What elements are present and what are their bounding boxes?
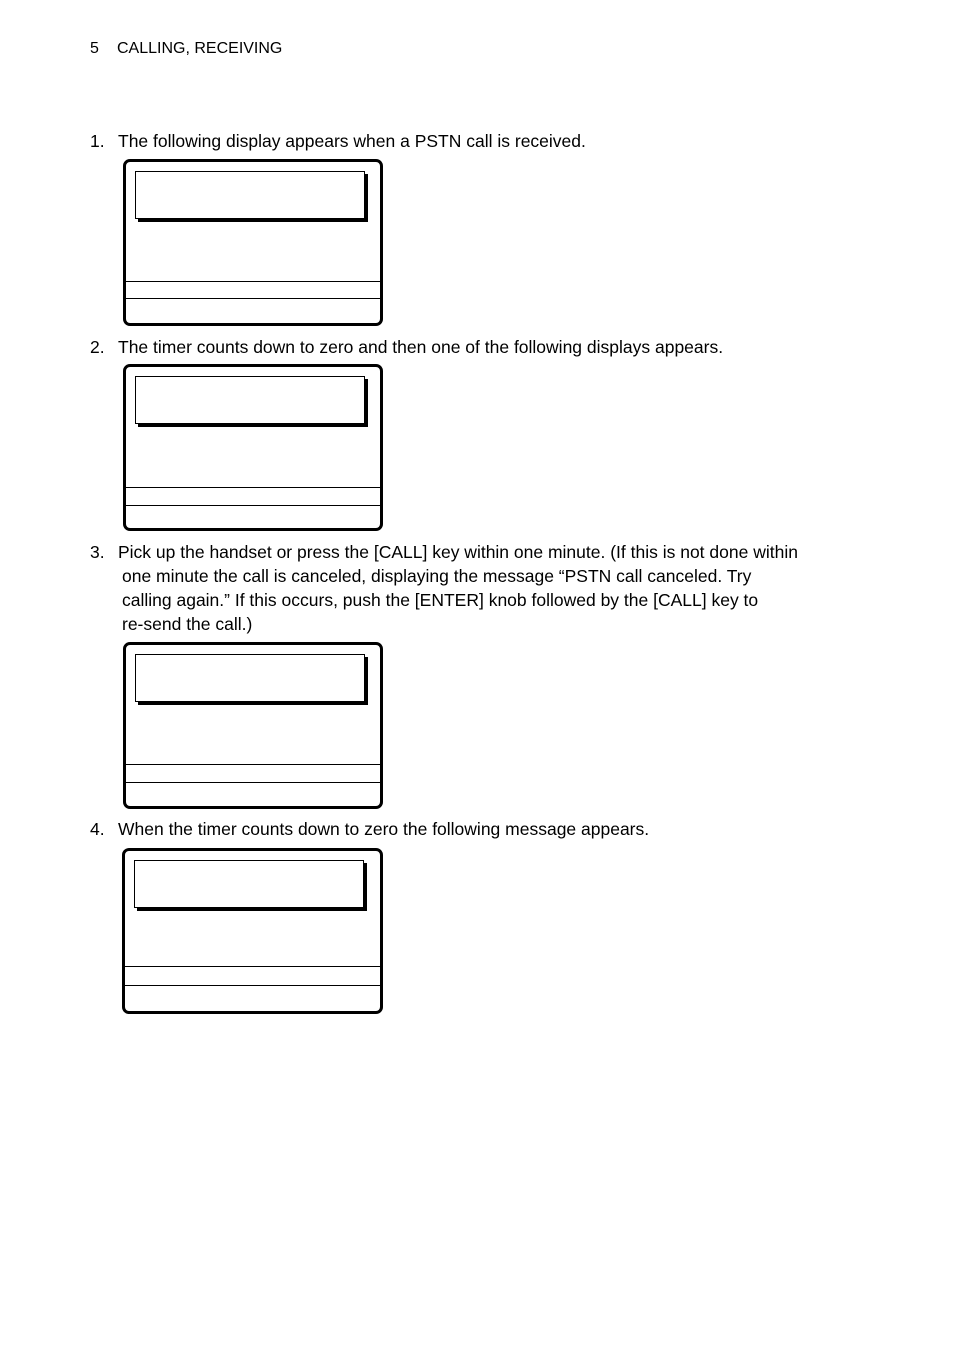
running-header: [90, 39, 282, 59]
lcd-divider: [125, 985, 380, 986]
step-1: [90, 129, 586, 153]
lcd-display-1: [123, 159, 383, 326]
lcd-divider: [126, 505, 380, 506]
chapter-title: CALLING, RECEIVING: [117, 40, 283, 57]
lcd-display-2: [123, 364, 383, 531]
lcd-divider: [125, 966, 380, 967]
step-3-continuation: re-send the call.): [122, 614, 253, 634]
step-3: [90, 540, 798, 564]
step-text: When the timer counts down to zero the following message appears.: [118, 819, 650, 839]
step-number: 1.: [90, 131, 105, 151]
step-3-continuation: one minute the call is canceled, displaying the message “PSTN call canceled. Try: [122, 566, 752, 586]
step-text: The following display appears when a PSTN call is received.: [118, 131, 586, 151]
step-number: 3.: [90, 542, 105, 562]
step-4: [90, 817, 649, 841]
step-text: The timer counts down to zero and then one of the following displays appears.: [118, 337, 724, 357]
lcd-divider: [126, 281, 380, 282]
step-3-continuation: calling again.” If this occurs, push the [ENTER] knob followed by the [CALL] key to: [122, 590, 759, 610]
lcd-title-box: [135, 376, 365, 424]
lcd-display-4: [122, 848, 383, 1014]
lcd-title-box: [134, 860, 364, 908]
step-number: 2.: [90, 337, 105, 357]
chapter-number: 5: [90, 40, 99, 57]
lcd-divider: [126, 487, 380, 488]
lcd-title-box: [135, 654, 365, 702]
lcd-divider: [126, 764, 380, 765]
step-text: Pick up the handset or press the [CALL] key within one minute. (If this is not done within: [118, 542, 798, 562]
lcd-divider: [126, 782, 380, 783]
lcd-title-box: [135, 171, 365, 219]
lcd-display-3: [123, 642, 383, 809]
step-number: 4.: [90, 819, 105, 839]
lcd-divider: [126, 298, 380, 299]
step-2: [90, 335, 723, 359]
